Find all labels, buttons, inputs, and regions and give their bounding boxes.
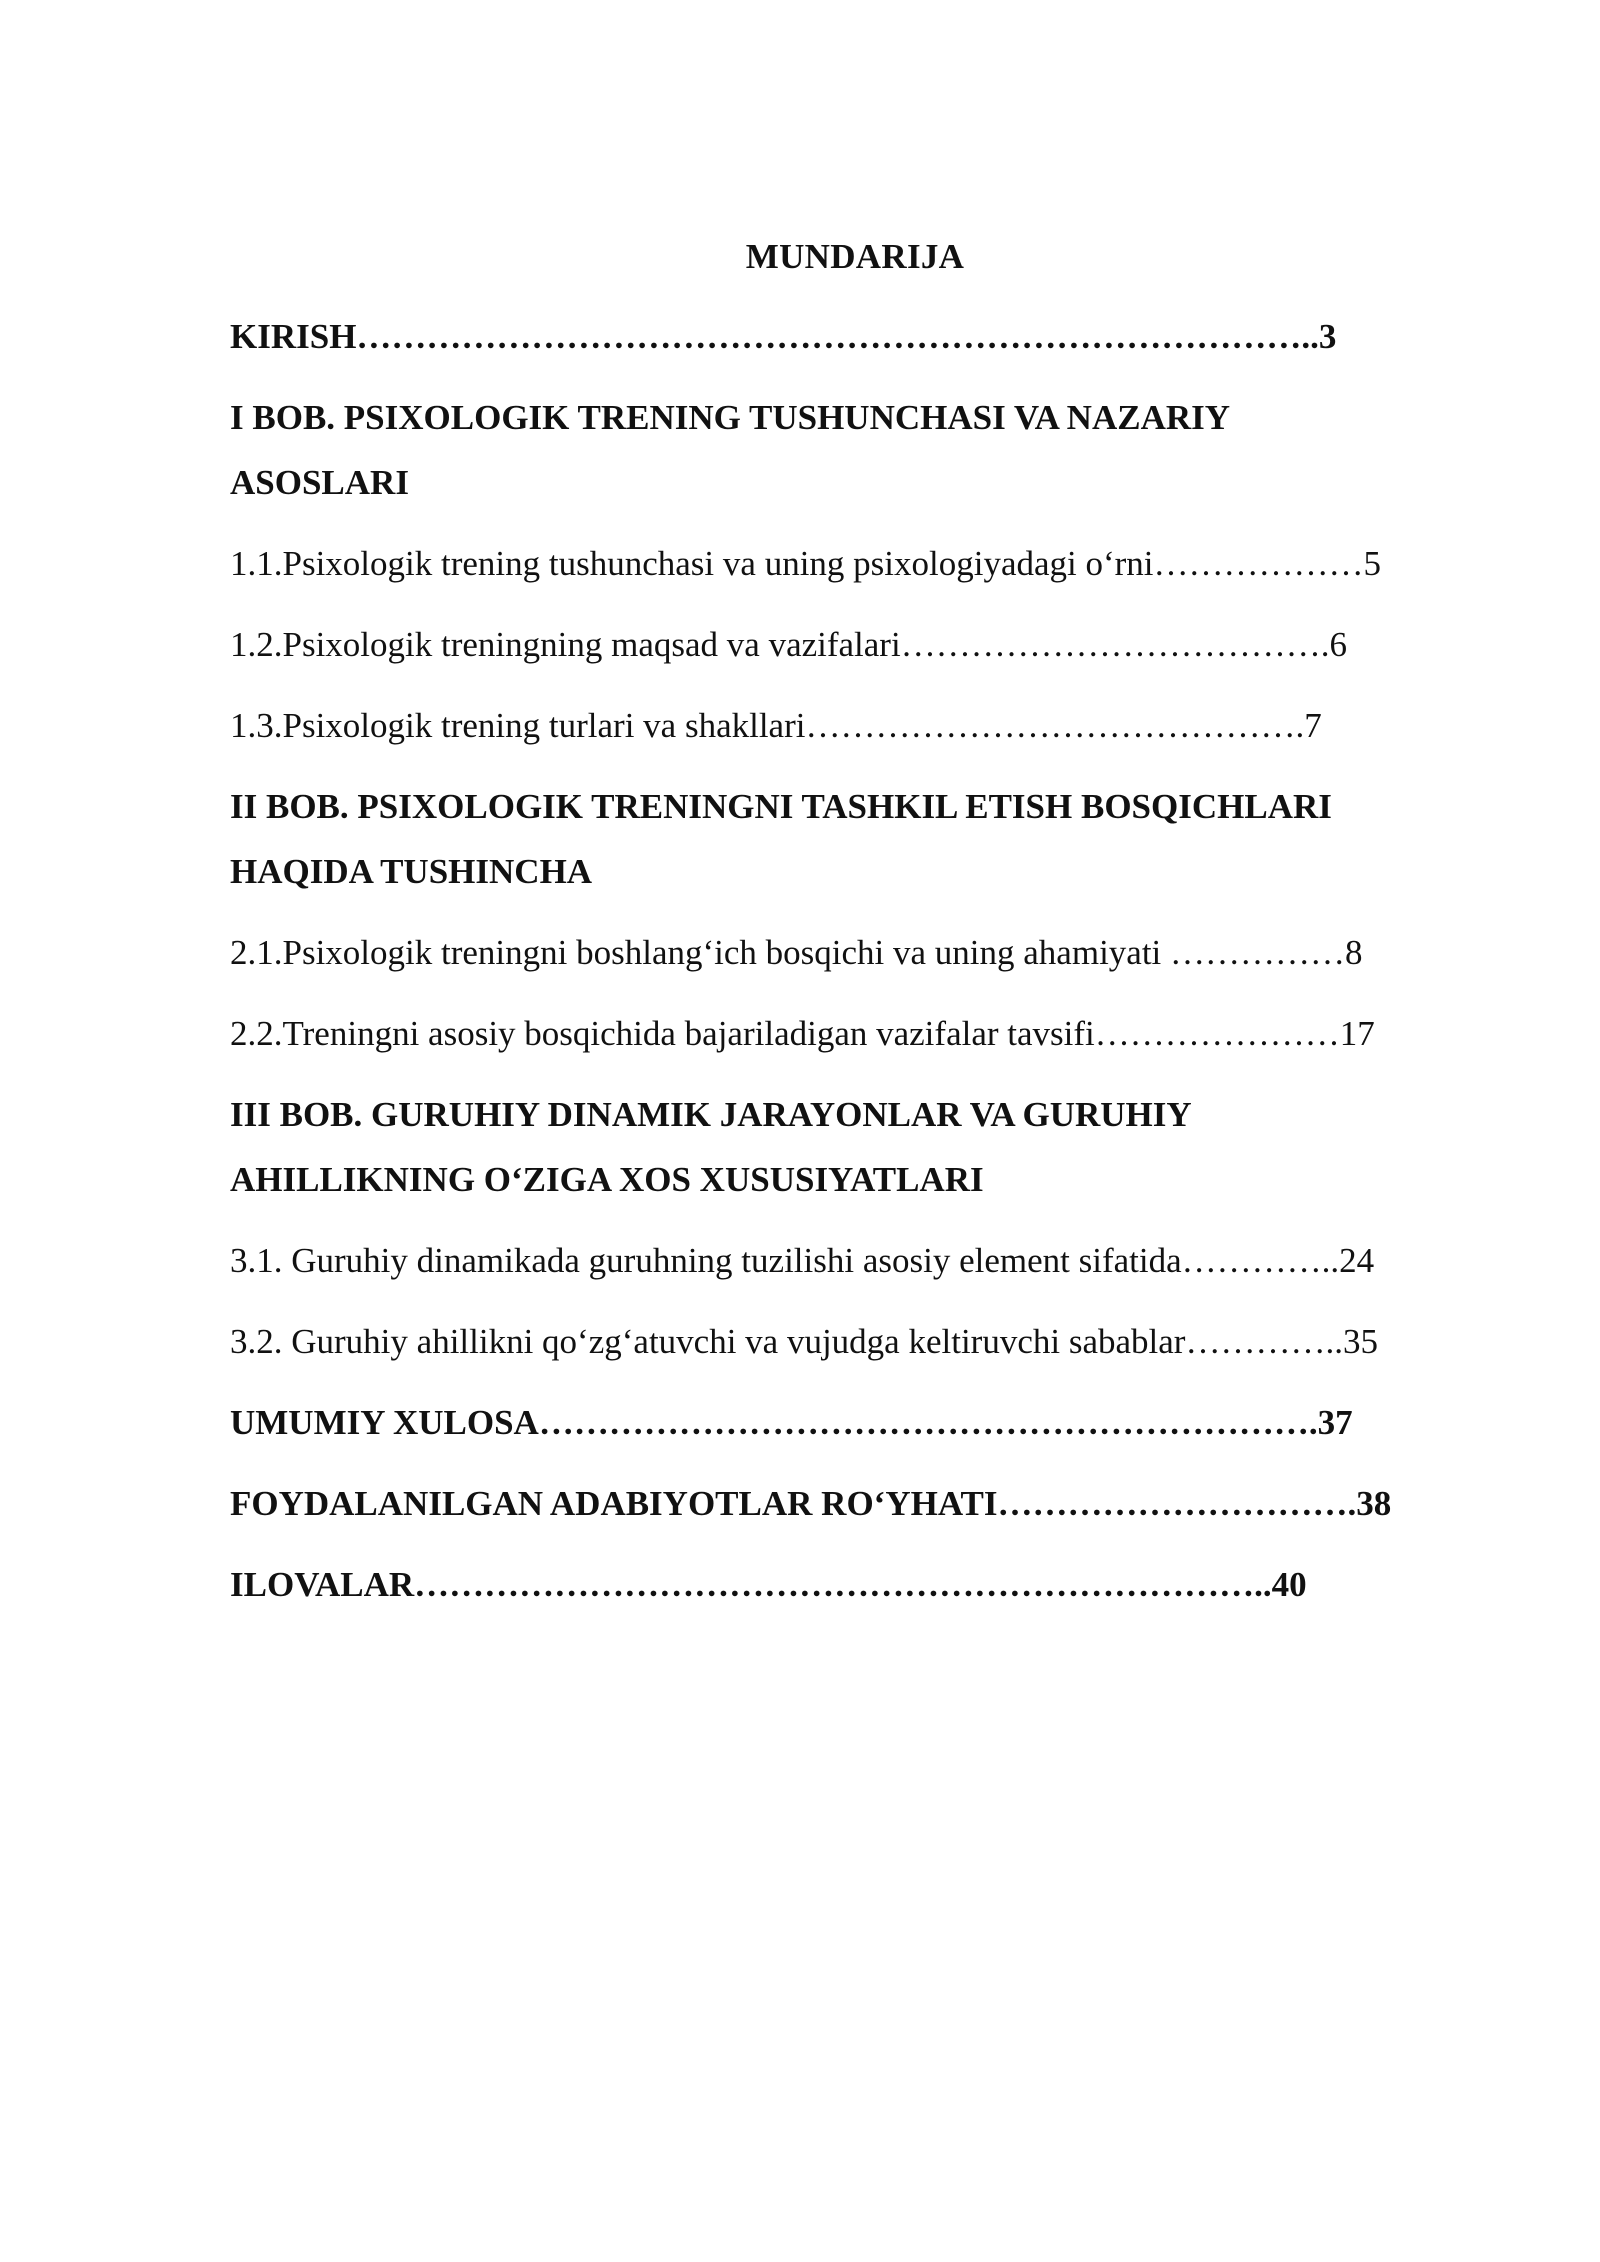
toc-entry-kirish[interactable]: KIRISH………………………………………………………………………..3: [230, 317, 1337, 356]
toc-entry-1-1[interactable]: 1.1.Psixologik trening tushunchasi va uning psixologiyadagi o‘rni………………5: [230, 544, 1382, 583]
toc-chapter-2-heading[interactable]: II BOB. PSIXOLOGIK TRENINGNI TASHKIL ETISH BOSQICHLARI: [230, 787, 1332, 826]
toc-entry-2-2[interactable]: 2.2.Treningni asosiy bosqichida bajariladigan vazifalar tavsifi…………………17: [230, 1014, 1375, 1053]
toc-entry-3-1[interactable]: 3.1. Guruhiy dinamikada guruhning tuzilishi asosiy element sifatida…………..24: [230, 1241, 1375, 1280]
toc-entry-1-3[interactable]: 1.3.Psixologik trening turlari va shakllari…………………………………….7: [230, 706, 1322, 745]
toc-entry-2-1[interactable]: 2.1.Psixologik treningni boshlang‘ich bosqichi va uning ahamiyati ……………8: [230, 933, 1363, 972]
page-title: MUNDARIJA: [745, 237, 965, 276]
toc-entry-1-2[interactable]: 1.2.Psixologik treningning maqsad va vazifalari……………………………….6: [230, 625, 1347, 664]
toc-chapter-2-heading-cont[interactable]: HAQIDA TUSHINCHA: [230, 852, 593, 891]
toc-entry-references[interactable]: FOYDALANILGAN ADABIYOTLAR RO‘YHATI………………………….38: [230, 1484, 1392, 1523]
toc-chapter-1-heading-cont[interactable]: ASOSLARI: [230, 463, 409, 502]
toc-entry-3-2[interactable]: 3.2. Guruhiy ahillikni qo‘zg‘atuvchi va vujudga keltiruvchi sabablar…………..35: [230, 1322, 1378, 1361]
toc-entry-appendices[interactable]: ILOVALAR………………………………………………………………..40: [230, 1565, 1307, 1604]
toc-chapter-1-heading[interactable]: I BOB. PSIXOLOGIK TRENING TUSHUNCHASI VA NAZARIY: [230, 398, 1231, 437]
toc-chapter-3-heading[interactable]: III BOB. GURUHIY DINAMIK JARAYONLAR VA GURUHIY: [230, 1095, 1192, 1134]
toc-entry-conclusion[interactable]: UMUMIY XULOSA………………………………………………………….37: [230, 1403, 1353, 1442]
toc-chapter-3-heading-cont[interactable]: AHILLIKNING O‘ZIGA XOS XUSUSIYATLARI: [230, 1160, 984, 1199]
